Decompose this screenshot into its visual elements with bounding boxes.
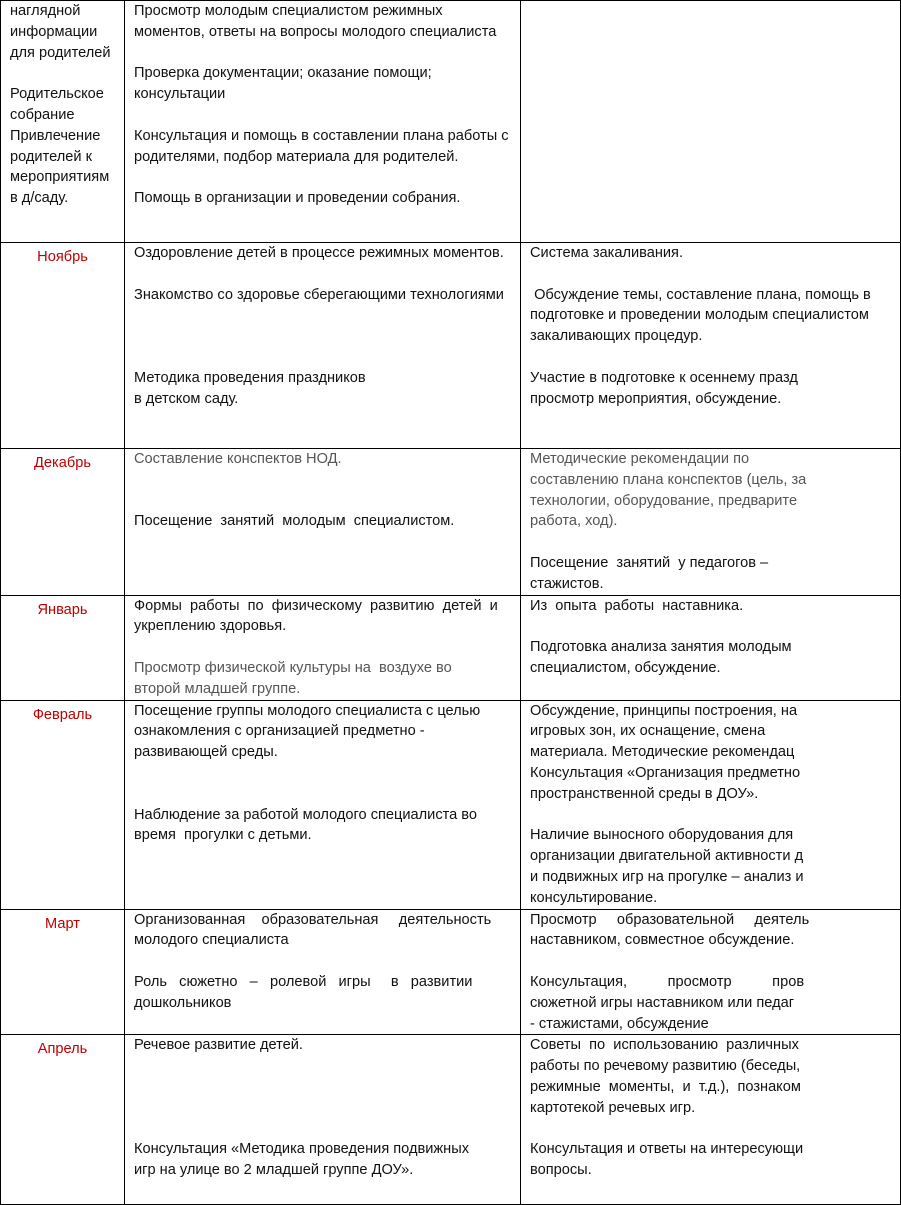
- mentor-text: работы по речевому развитию (беседы,: [530, 1058, 801, 1075]
- mentor-text: Консультация «Организация предметно: [530, 764, 801, 781]
- mentor-text: материала. Методические рекомендац: [530, 744, 795, 761]
- mentor-text: Обсуждение темы, составление плана, помощь в подготовке и проведении молодым специалистом закаливающих процедур.: [530, 286, 875, 345]
- col1-text: информации: [10, 23, 98, 40]
- activity-text: Просмотр молодым специалистом режимных моментов, ответы на вопросы молодого специалиста: [134, 3, 497, 40]
- mentor-text: Методические рекомендации по: [530, 451, 750, 467]
- mentor-text: Наличие выносного оборудования для: [530, 827, 794, 844]
- row4-col3-cell: [521, 700, 901, 909]
- mentor-text: режимные моменты, и т.д.), познаком: [530, 1078, 801, 1095]
- row5-col2-cell: [125, 909, 521, 1035]
- mentor-text: технологии, оборудование, предварите: [530, 492, 798, 509]
- row0-col2-cell: [125, 1, 521, 243]
- col1-text: собрание: [10, 106, 75, 123]
- row2-col2-cell: [125, 449, 521, 596]
- mentor-text: консультирование.: [530, 889, 658, 906]
- month-label: Январь: [1, 595, 125, 700]
- activity-text: Методика проведения праздников: [134, 369, 366, 386]
- mentor-text: Просмотр образовательной деятель: [530, 911, 810, 928]
- mentor-text: Участие в подготовке к осеннему празд: [530, 369, 798, 386]
- mentor-text: - стажистами, обсуждение: [530, 1015, 709, 1032]
- month-label: Март: [1, 909, 125, 1035]
- table-row: [1, 909, 901, 1035]
- activity-text: Наблюдение за работой молодого специалиста во: [134, 806, 478, 823]
- activity-text: Роль сюжетно – ролевой игры в развитии: [134, 973, 473, 990]
- activity-text: Посещение группы молодого специалиста с целью: [134, 702, 481, 719]
- activity-text: второй младшей группе.: [134, 680, 301, 697]
- row6-col2-cell: [125, 1035, 521, 1205]
- row0-col3-cell: [521, 1, 901, 243]
- mentor-text: Обсуждение, принципы построения, на: [530, 702, 798, 719]
- activity-text: Проверка документации; оказание помощи; консультации: [134, 65, 432, 103]
- row1-col2-cell: [125, 243, 521, 449]
- activity-text: Речевое развитие детей.: [134, 1037, 303, 1054]
- col1-text: родителей к: [10, 148, 92, 165]
- activity-text: Просмотр физической культуры на воздухе во: [134, 659, 452, 676]
- month-label: Февраль: [1, 700, 125, 909]
- activity-text: укреплению здоровья.: [134, 618, 287, 635]
- row5-col3-cell: [521, 909, 901, 1035]
- activity-text: Формы работы по физическому развитию детей и: [134, 597, 498, 614]
- row4-col2-cell: [125, 700, 521, 909]
- mentor-text: Подготовка анализа занятия молодым: [530, 639, 792, 656]
- activity-text: ознакомления с организацией предметно -: [134, 723, 425, 740]
- mentor-text: пространственной среды в ДОУ».: [530, 785, 759, 802]
- mentor-text: Из опыта работы наставника.: [530, 597, 744, 614]
- month-label: Декабрь: [1, 449, 125, 596]
- table-row: [1, 1, 901, 243]
- month-label: Апрель: [1, 1035, 125, 1205]
- row2-col3-cell: [521, 449, 901, 596]
- table-row: [1, 243, 901, 449]
- col1-text: мероприятиям: [10, 169, 110, 186]
- mentor-text: наставником, совместное обсуждение.: [530, 932, 795, 949]
- activity-text: Оздоровление детей в процессе режимных моментов.: [134, 245, 504, 261]
- table-row: [1, 595, 901, 700]
- mentor-text: и подвижных игр на прогулке – анализ и: [530, 868, 804, 885]
- mentor-text: вопросы.: [530, 1162, 592, 1179]
- activity-text: молодого специалиста: [134, 932, 289, 949]
- activity-text: дошкольников: [134, 994, 232, 1011]
- activity-text: развивающей среды.: [134, 744, 278, 761]
- activity-text: Посещение занятий молодым специалистом.: [134, 513, 455, 530]
- mentor-text: работа, ход).: [530, 513, 618, 530]
- col1-text: наглядной: [10, 3, 81, 19]
- col1-text: Родительское: [10, 86, 104, 103]
- month-label: Ноябрь: [1, 243, 125, 449]
- mentor-text: организации двигательной активности д: [530, 848, 804, 865]
- mentor-text: специалистом, обсуждение.: [530, 659, 721, 676]
- col1-text: для родителей: [10, 44, 111, 61]
- mentor-text: сюжетной игры наставником или педаг: [530, 994, 795, 1011]
- activity-text: Консультация «Методика проведения подвижных: [134, 1141, 470, 1158]
- col1-text: в д/саду.: [10, 190, 69, 207]
- activity-text: время прогулки с детьми.: [134, 827, 312, 844]
- table-row: [1, 449, 901, 596]
- activity-text: Составление конспектов НОД.: [134, 451, 342, 467]
- row3-col3-cell: [521, 595, 901, 700]
- activity-text: игр на улице во 2 младшей группе ДОУ».: [134, 1162, 414, 1179]
- mentor-text: просмотр мероприятия, обсуждение.: [530, 390, 782, 407]
- mentor-text: Система закаливания.: [530, 245, 683, 261]
- activity-text: Консультация и помощь в составлении плана работы с родителями, подбор материала для родителей.: [134, 127, 509, 165]
- mentor-text: стажистов.: [530, 575, 604, 592]
- mentor-text: Посещение занятий у педагогов –: [530, 554, 769, 571]
- activity-text: Знакомство со здоровье сберегающими технологиями: [134, 286, 504, 303]
- mentor-text: картотекой речевых игр.: [530, 1099, 696, 1116]
- row3-col2-cell: [125, 595, 521, 700]
- table-row: [1, 1035, 901, 1205]
- mentor-text: игровых зон, их оснащение, смена: [530, 723, 766, 740]
- row1-col3-cell: [521, 243, 901, 449]
- mentor-text: Советы по использованию различных: [530, 1037, 799, 1054]
- row0-col1-cell: [1, 1, 125, 243]
- row6-col3-cell: [521, 1035, 901, 1205]
- activity-text: в детском саду.: [134, 390, 239, 407]
- mentor-text: Консультация и ответы на интересующи: [530, 1141, 804, 1158]
- activity-text: Организованная образовательная деятельность: [134, 911, 492, 928]
- col1-text: Привлечение: [10, 127, 101, 144]
- activity-text: Помощь в организации и проведении собрания.: [134, 190, 461, 207]
- mentor-text: составлению плана конспектов (цель, за: [530, 471, 807, 488]
- mentor-text: Консультация, просмотр пров: [530, 973, 805, 990]
- table-row: [1, 700, 901, 909]
